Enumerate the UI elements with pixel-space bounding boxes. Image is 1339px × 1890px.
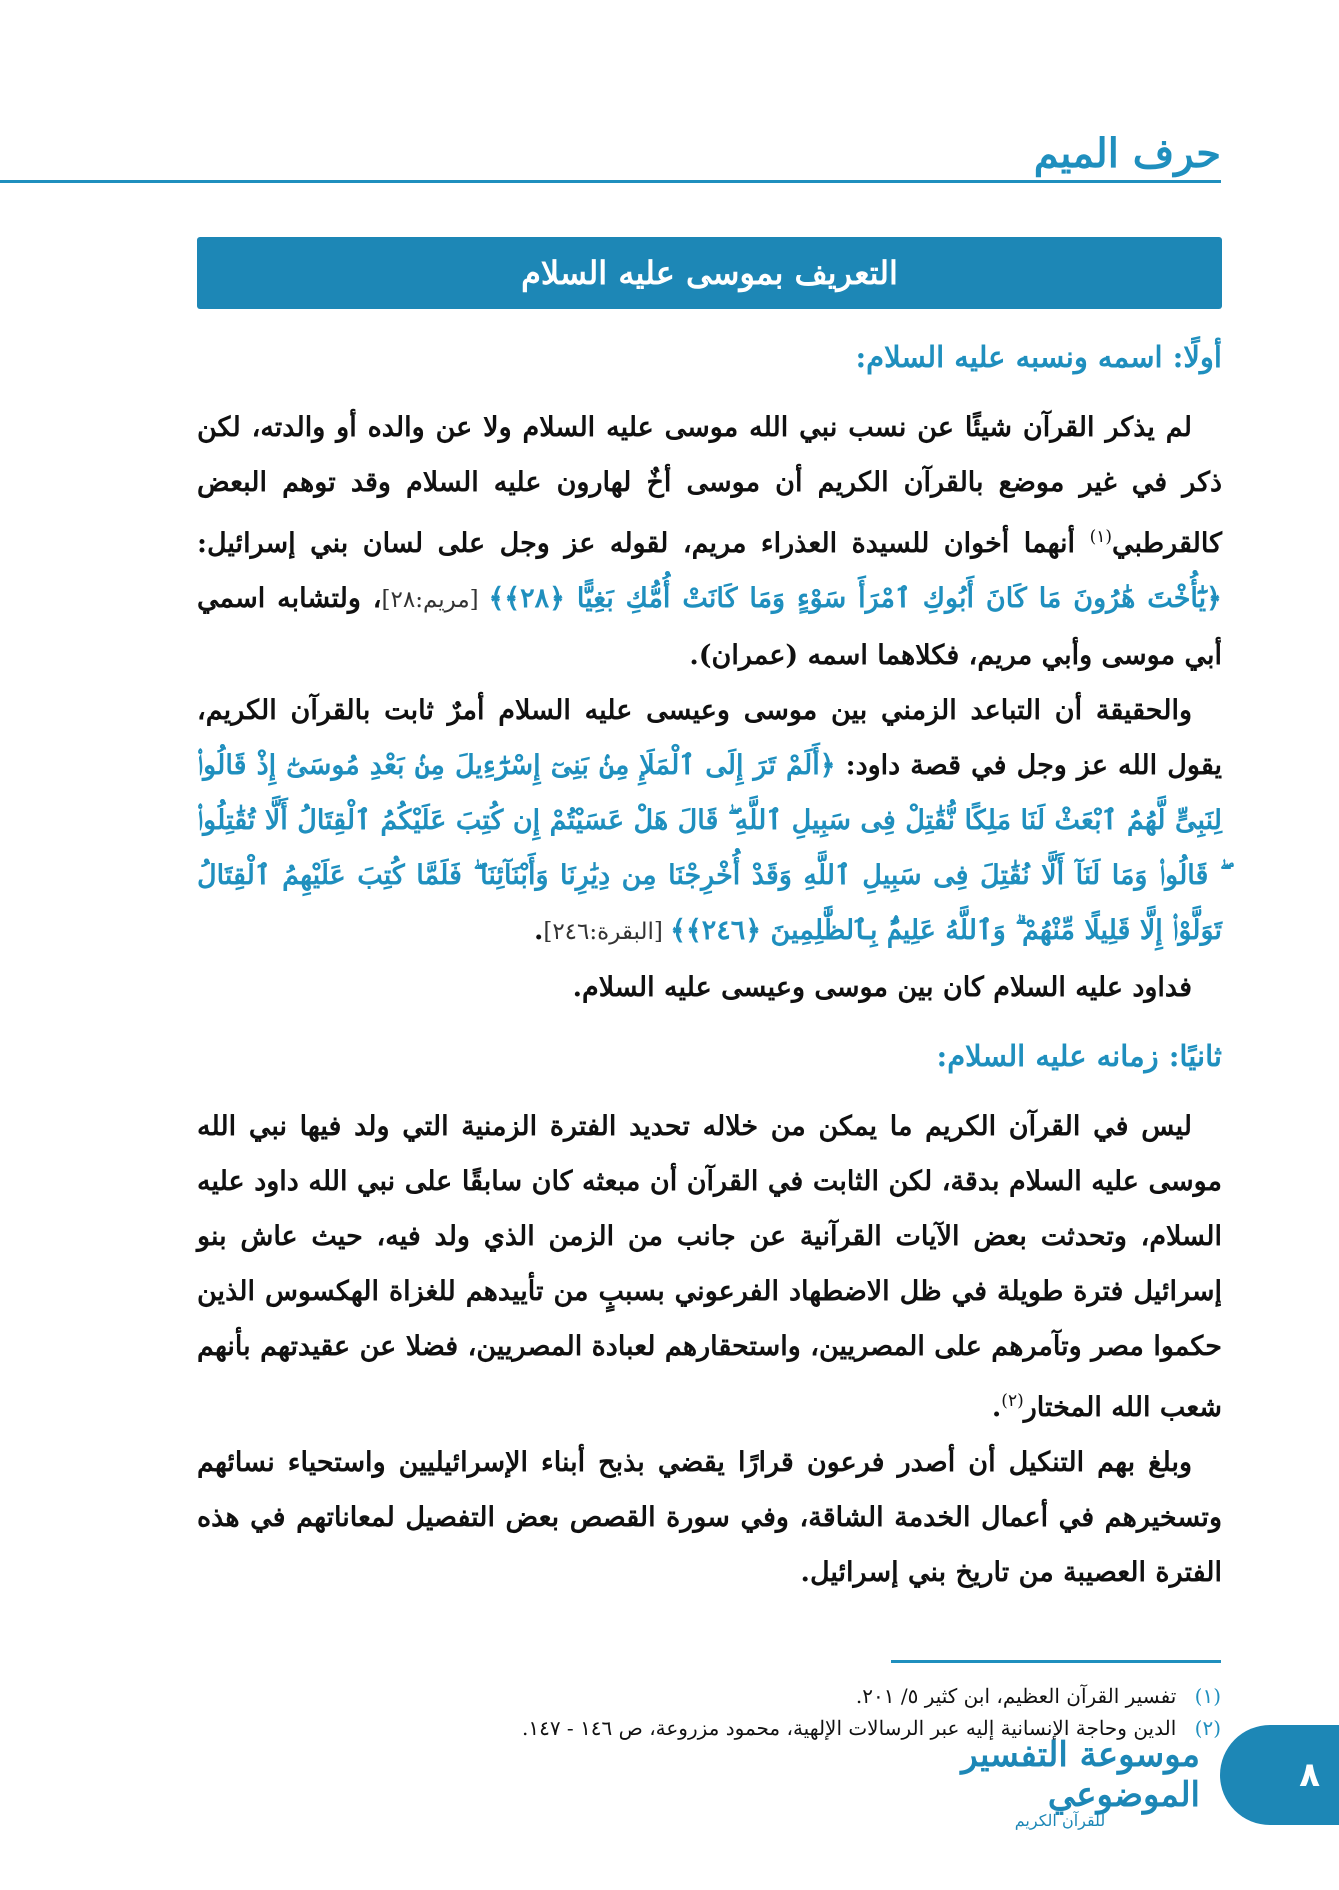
paragraph-text: لم يذكر القرآن شيئًا عن نسب نبي الله موسى عليه السلام ولا عن والده أو والدته، لكن ذكر في غير موضع بالقرآن الكريم أن موسى أخٌ لهارون عليه السلام وقد توهم البعض كالقرطبي [197, 412, 1222, 559]
footnote-divider-wrap [721, 1660, 1221, 1679]
footnote-text: تفسير القرآن العظيم، ابن كثير ٥/ ٢٠١. [855, 1684, 1177, 1708]
logo-subtitle: للقرآن الكريم [1014, 1811, 1106, 1830]
footnote-number: (١) [1194, 1684, 1221, 1708]
paragraph [197, 1099, 1222, 1435]
section-heading-name: أولًا: اسمه ونسبه عليه السلام: [855, 340, 1222, 374]
paragraph-text: ليس في القرآن الكريم ما يمكن من خلاله تحديد الفترة الزمنية التي ولد فيها نبي الله موسى عليه السلام بدقة، لكن الثابت في القرآن أن مبعثه كان سابقًا على نبي الله داود عليه السلام، وتحدثت بعض الآيات القرآنية عن جانب من الزمن الذي ولد فيه، حيث عاش بنو إسرائيل فترة طويلة في ظل الاضطهاد الفرعوني بسببٍ من تأييدهم للغزاة الهكسوس الذين حكموا مصر وتآمرهم على المصريين، واستحقارهم لعبادة المصريين، فضلا عن عقيدتهم بأنهم شعب الله المختار [197, 1111, 1222, 1423]
paragraph-text: أنهما أخوان للسيدة العذراء مريم، لقوله عز وجل على لسان بني إسرائيل: [197, 528, 1090, 559]
paragraph-text: ، ولتشابه اسمي أبي موسى وأبي مريم، فكلاهما اسمه (عمران). [197, 583, 1222, 671]
footnote-text: الدين وحاجة الإنسانية إليه عبر الرسالات الإلهية، محمود مزروعة، ص ١٤٦ - ١٤٧. [521, 1716, 1177, 1740]
footnote-item [196, 1680, 1221, 1712]
title-banner [197, 237, 1222, 309]
main-content [197, 340, 1222, 1600]
footnote-ref[interactable]: (١) [1089, 527, 1112, 547]
paragraph-text: . [991, 1392, 1002, 1423]
page-number: ٨ [1299, 1755, 1320, 1795]
paragraph-text: والحقيقة أن التباعد الزمني بين موسى وعيسى عليه السلام أمرٌ ثابت بالقرآن الكريم، يقول الله عز وجل في قصة داود: [197, 695, 1222, 781]
paragraph: وبلغ بهم التنكيل أن أصدر فرعون قرارًا يقضي بذبح أبناء الإسرائيليين واستحياء نسائهم وتسخيرهم في أعمال الخدمة الشاقة، وفي سورة القصص بعض التفصيل لمعاناتهم في هذه الفترة العصيبة من تاريخ بني إسرائيل. [197, 1447, 1222, 1588]
page-number-tab [1220, 1725, 1339, 1825]
paragraph-text: . [533, 915, 544, 946]
chapter-title: حرف الميم [1033, 130, 1221, 177]
footnote-ref[interactable]: (٢) [1001, 1391, 1024, 1411]
page-title: التعريف بموسى عليه السلام [521, 254, 898, 292]
footnote-divider [891, 1660, 1221, 1663]
paragraph: فداود عليه السلام كان بين موسى وعيسى عليه السلام. [572, 972, 1192, 1003]
header-rule [0, 180, 1221, 183]
footnote-number: (٢) [1194, 1716, 1221, 1740]
quran-verse: ﴿يَٰٓأُخْتَ هَٰرُونَ مَا كَانَ أَبُوكِ ٱمْرَأَ سَوْءٍ وَمَا كَانَتْ أُمُّكِ بَغِيًّا ﴿٢٨﴾﴾ [488, 583, 1222, 614]
paragraph [197, 683, 1222, 960]
verse-citation: [البقرة:٢٤٦] [543, 919, 671, 945]
verse-citation: [مريم:٢٨] [381, 587, 489, 613]
quran-verse: ﴿أَلَمْ تَرَ إِلَى ٱلْمَلَإِ مِنۢ بَنِىٓ إِسْرَٰٓءِيلَ مِنۢ بَعْدِ مُوسَىٰٓ إِذْ قَالُوا۟ لِنَبِىٍّ لَّهُمُ ٱبْعَثْ لَنَا مَلِكًا نُّقَٰتِلْ فِى سَبِيلِ ٱللَّهِ ۖ قَالَ هَلْ عَسَيْتُمْ إِن كُتِبَ عَلَيْكُمُ ٱلْقِتَالُ أَلَّا تُقَٰتِلُوا۟ ۖ قَالُوا۟ وَمَا لَنَآ أَلَّا نُقَٰتِلَ فِى سَبِيلِ ٱللَّهِ وَقَدْ أُخْرِجْنَا مِن دِيَٰرِنَا وَأَبْنَآئِنَا ۖ فَلَمَّا كُتِبَ عَلَيْهِمُ ٱلْقِتَالُ تَوَلَّوْا۟ إِلَّا قَلِيلًا مِّنْهُمْ ۗ وَٱللَّهُ عَلِيمٌۢ بِٱلظَّٰلِمِينَ ﴿٢٤٦﴾﴾ [197, 750, 1222, 946]
encyclopedia-logo [920, 1735, 1200, 1830]
section-heading-era: ثانيًا: زمانه عليه السلام: [936, 1039, 1222, 1073]
paragraph [197, 400, 1222, 683]
logo-title: موسوعة التفسير الموضوعي [961, 1735, 1200, 1815]
